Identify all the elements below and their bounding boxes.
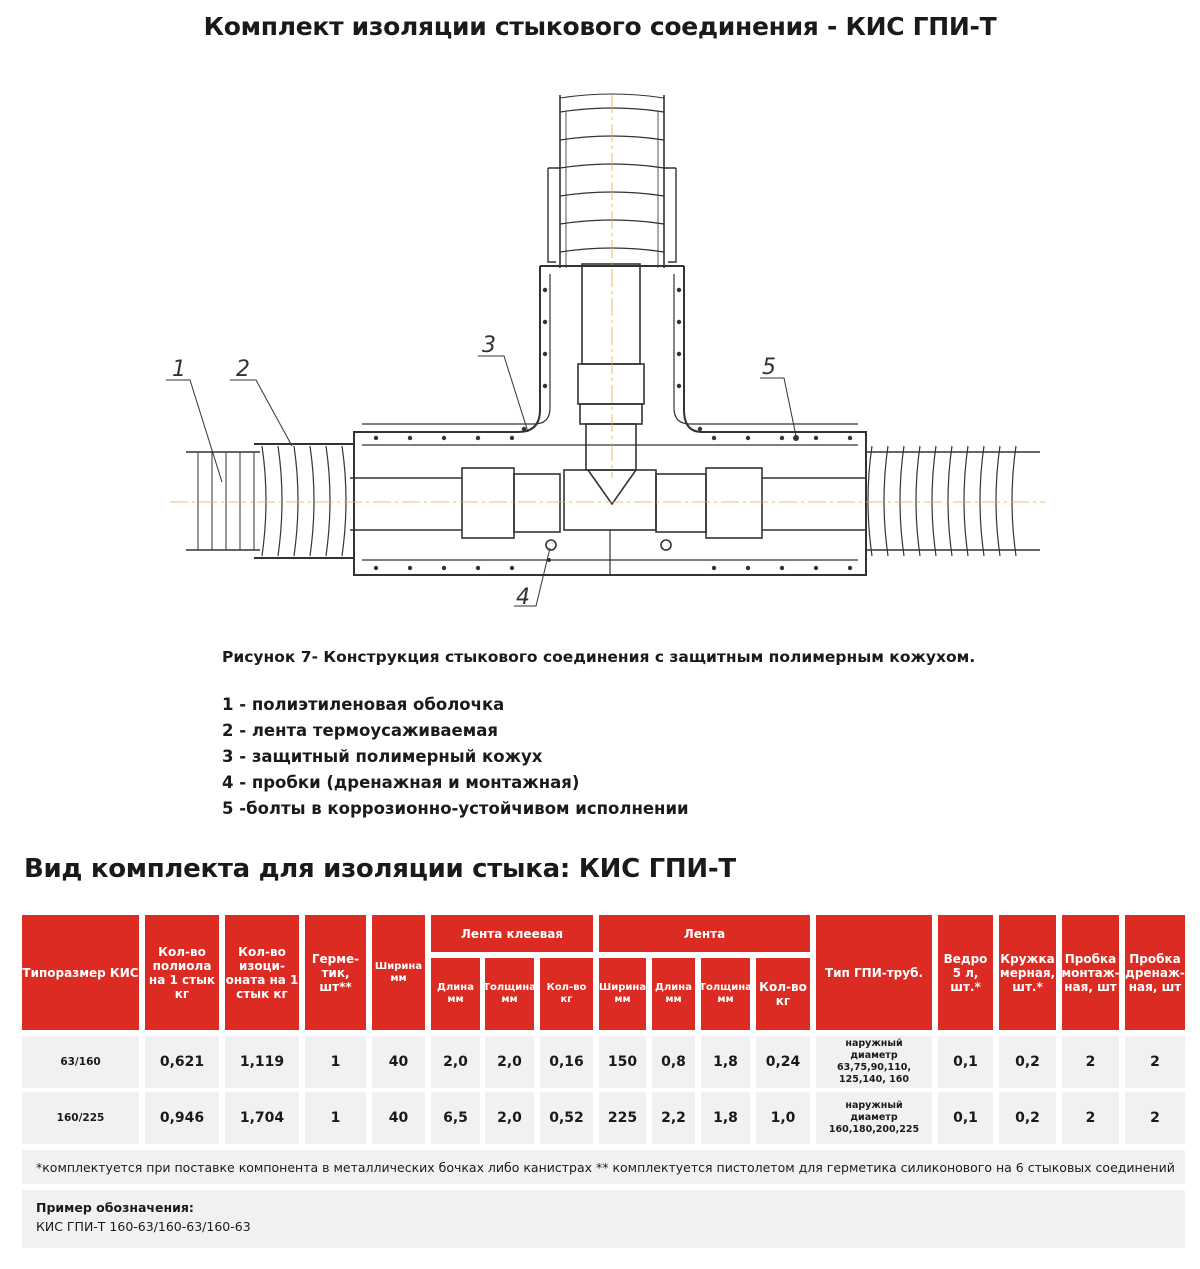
header-pipe-type: Тип ГПИ-труб. [816, 915, 932, 1030]
row2-bucket: 0,1 [938, 1092, 993, 1144]
row2-adh-length: 6,5 [431, 1092, 480, 1144]
row2-adh-thickness: 2,0 [485, 1092, 534, 1144]
row2-size: 160/225 [22, 1092, 139, 1144]
horizontal-pipes [186, 444, 1040, 558]
legend-item: 3 - защитный полимерный кожух [222, 747, 543, 766]
legend-item: 5 -болты в коррозионно-устойчивом исполнении [222, 799, 689, 818]
row1-tape-thickness: 1,8 [701, 1036, 750, 1088]
row2-adh-qty: 0,52 [540, 1092, 593, 1144]
header-plug-drain: Пробка дренаж-ная, шт [1125, 915, 1185, 1030]
example-value: КИС ГПИ-Т 160-63/160-63/160-63 [36, 1219, 251, 1234]
row1-bucket: 0,1 [938, 1036, 993, 1088]
page-title: Комплект изоляции стыкового соединения - КИС ГПИ-Т [203, 12, 997, 41]
row2-polyol: 0,946 [145, 1092, 219, 1144]
row2-isocyanate: 1,704 [225, 1092, 299, 1144]
example-label: Пример обозначения: [36, 1200, 194, 1215]
header-tape: Лента [599, 915, 810, 952]
row2-plug-mount: 2 [1062, 1092, 1119, 1144]
row2-tape-qty: 1,0 [756, 1092, 810, 1144]
row2-sealant: 1 [305, 1092, 366, 1144]
row1-adh-length: 2,0 [431, 1036, 480, 1088]
header-tape-qty: Кол-во кг [756, 958, 810, 1030]
legend-item: 4 - пробки (дренажная и монтажная) [222, 773, 580, 792]
header-tape-thickness: Толщина мм [701, 958, 750, 1030]
legend-list [222, 692, 689, 822]
row2-plug-drain: 2 [1125, 1092, 1185, 1144]
callout-4: 4 [516, 585, 530, 610]
header-adh-qty: Кол-во кг [540, 958, 593, 1030]
row2-tape-length: 2,2 [652, 1092, 695, 1144]
header-isocyanate: Кол-во изоци-оната на 1 стык кг [225, 915, 299, 1030]
callout-5: 5 [762, 355, 776, 380]
header-cup: Кружка мерная, шт.* [999, 915, 1056, 1030]
callout-1: 1 [172, 357, 186, 382]
header-adhesive-tape: Лента клеевая [431, 915, 593, 952]
tee-joint-drawing [0, 60, 1200, 620]
header-plug-mount: Пробка монтаж-ная, шт [1062, 915, 1119, 1030]
row1-plug-mount: 2 [1062, 1036, 1119, 1088]
callout-3: 3 [482, 333, 496, 358]
bolts [374, 288, 852, 570]
header-adh-length: Длина мм [431, 958, 480, 1030]
row1-isocyanate: 1,119 [225, 1036, 299, 1088]
figure-caption: Рисунок 7- Конструкция стыкового соединения с защитным полимерным кожухом. [222, 648, 976, 666]
row1-adh-qty: 0,16 [540, 1036, 593, 1088]
row1-width: 40 [372, 1036, 425, 1088]
row2-tape-width: 225 [599, 1092, 646, 1144]
inner-fittings [350, 264, 866, 550]
header-adh-thickness: Толщина мм [485, 958, 534, 1030]
polymer-casing [354, 266, 866, 575]
row2-width: 40 [372, 1092, 425, 1144]
row1-tape-qty: 0,24 [756, 1036, 810, 1088]
header-tape-length: Длина мм [652, 958, 695, 1030]
header-size: Типоразмер КИС [22, 915, 139, 1030]
legend-item: 1 - полиэтиленовая оболочка [222, 695, 505, 714]
row1-pipe-type: наружный диаметр 63,75,90,110, 125,140, 160 [816, 1036, 932, 1088]
row1-plug-drain: 2 [1125, 1036, 1185, 1088]
header-width: Ширина мм [372, 915, 425, 1030]
row1-adh-thickness: 2,0 [485, 1036, 534, 1088]
header-bucket: Ведро 5 л, шт.* [938, 915, 993, 1030]
header-polyol: Кол-во полиола на 1 стык кг [145, 915, 219, 1030]
footnote: *комплектуется при поставке компонента в металлических бочках либо канистрах ** комплектуется пистолетом для герметика силиконового на 6 стыковых соединений [22, 1150, 1185, 1184]
row2-tape-thickness: 1,8 [701, 1092, 750, 1144]
row2-cup: 0,2 [999, 1092, 1056, 1144]
row1-tape-length: 0,8 [652, 1036, 695, 1088]
designation-example [22, 1190, 1185, 1248]
header-sealant: Герме-тик, шт** [305, 915, 366, 1030]
row1-size: 63/160 [22, 1036, 139, 1088]
section-title: Вид комплекта для изоляции стыка: КИС ГПИ-Т [24, 854, 736, 884]
row2-pipe-type: наружный диаметр 160,180,200,225 [816, 1092, 932, 1144]
legend-item: 2 - лента термоусаживаемая [222, 721, 498, 740]
header-tape-width: Ширина мм [599, 958, 646, 1030]
row1-tape-width: 150 [599, 1036, 646, 1088]
row1-polyol: 0,621 [145, 1036, 219, 1088]
callout-2: 2 [236, 357, 250, 382]
row1-cup: 0,2 [999, 1036, 1056, 1088]
row1-sealant: 1 [305, 1036, 366, 1088]
